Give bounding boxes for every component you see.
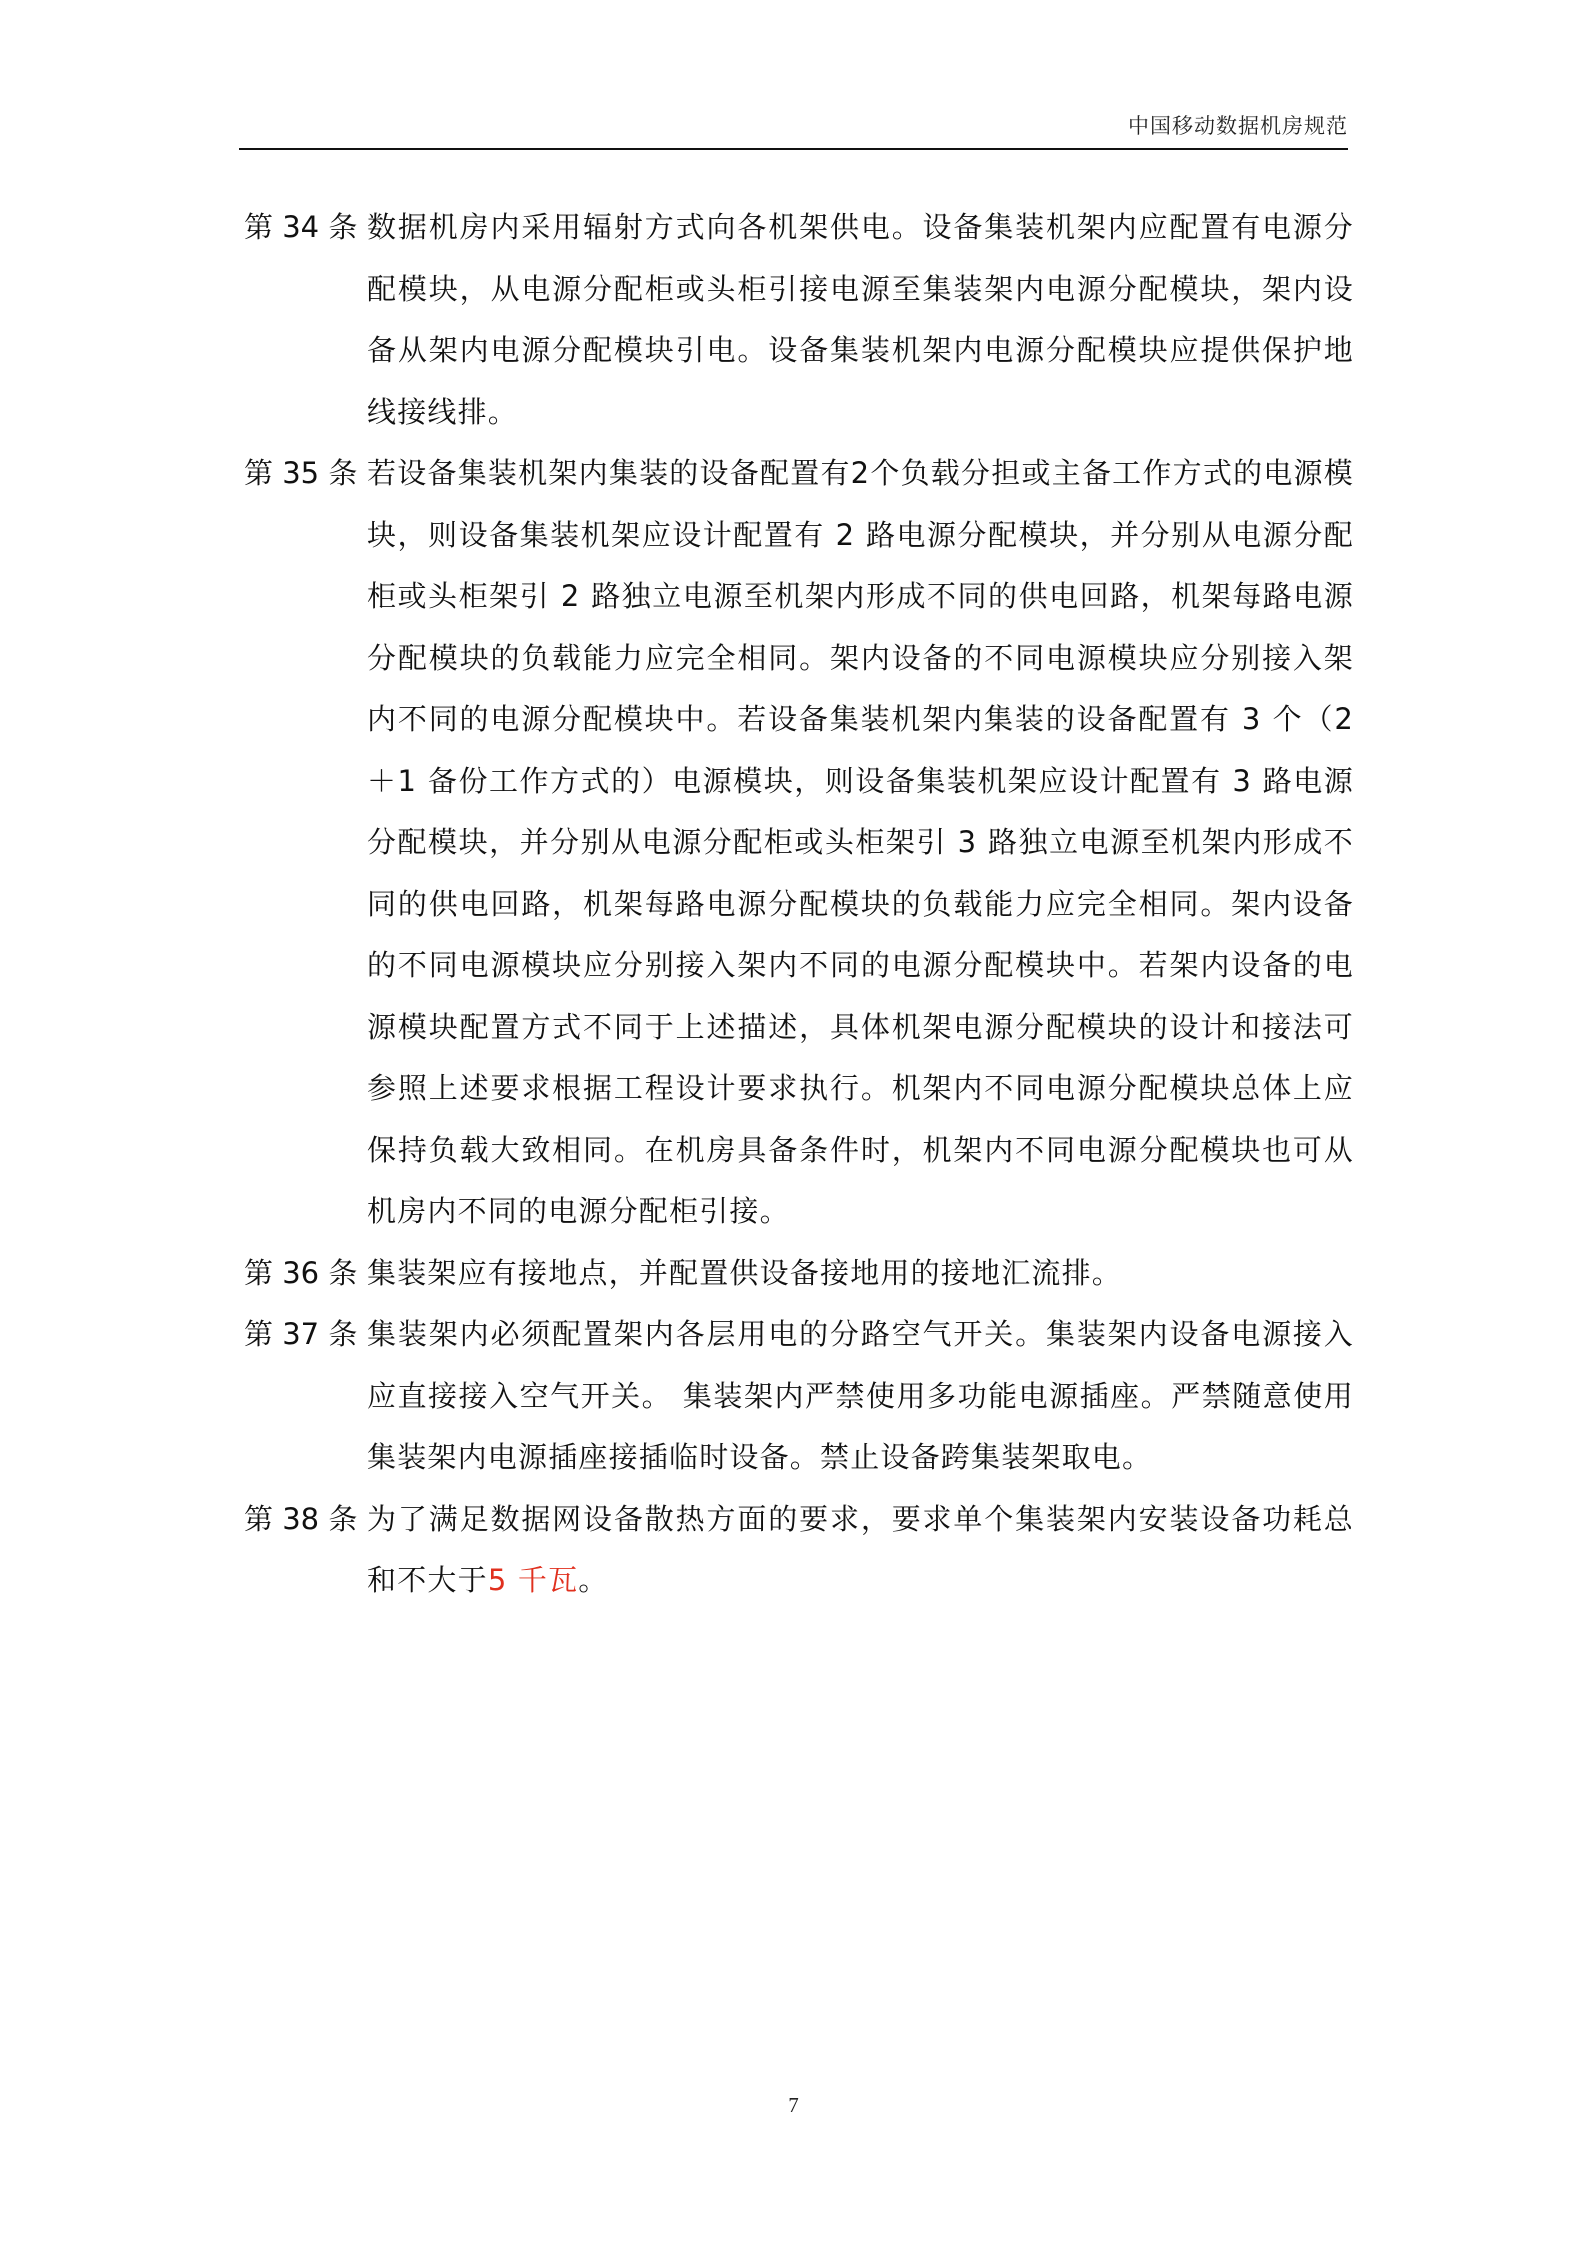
article-text-main: 为了满足数据网设备散热方面的要求，要求单个集装架内安装设备功耗总和不大于 — [367, 1501, 1354, 1597]
article-37 — [244, 1304, 1354, 1489]
article-label: 第 37 条 — [244, 1317, 358, 1351]
article-36 — [244, 1243, 1354, 1305]
article-text: 集装架应有接地点，并配置供设备接地用的接地汇流排。 — [367, 1255, 1123, 1290]
article-label: 第 36 条 — [244, 1255, 358, 1290]
article-label: 第 38 条 — [244, 1501, 358, 1536]
article-34 — [244, 197, 1354, 443]
article-text: 集装架内必须配置架内各层用电的分路空气开关。集装架内设备电源接入应直接接入空气开关。 集装架内严禁使用多功能电源插座。严禁随意使用集装架内电源插座接插临时设备。禁止设备跨集装架取电。 — [367, 1317, 1354, 1474]
article-35 — [244, 443, 1354, 1243]
page-header — [239, 108, 1348, 150]
article-text: 若设备集装机架内集装的设备配置有2个负载分担或主备工作方式的电源模块，则设备集装机架应设计配置有 2 路电源分配模块，并分别从电源分配柜或头柜架引 2 路独立电源至机架内形成不同的供电回路，机架每路电源分配模块的负载能力应完全相同。架内设备的不同电源模块应分别接入架内不同的电源分配模块中。若设备集装机架内集装的设备配置有 3 个（2＋1 备份工作方式的）电源模块，则设备集装机架应设计配置有 3 路电源分配模块，并分别从电源分配柜或头柜架引 3 路独立电源至机架内形成不同的供电回路，机架每路电源分配模块的负载能力应完全相同。架内设备的不同电源模块应分别接入架内不同的电源分配模块中。若架内设备的电源模块配置方式不同于上述描述，具体机架电源分配模块的设计和接法可参照上述要求根据工程设计要求执行。机架内不同电源分配模块总体上应保持负载大致相同。在机房具备条件时，机架内不同电源分配模块也可从机房内不同的电源分配柜引接。 — [367, 456, 1354, 1228]
article-label: 第 34 条 — [244, 210, 358, 244]
article-text — [367, 1489, 1354, 1612]
article-text-suffix: 。 — [578, 1563, 609, 1597]
document-body — [244, 197, 1354, 1612]
article-label: 第 35 条 — [244, 456, 358, 490]
article-38 — [244, 1489, 1354, 1612]
header-title: 中国移动数据机房规范 — [1128, 114, 1348, 138]
power-limit-highlight: 5 千瓦 — [487, 1563, 579, 1597]
page-number: 7 — [788, 2093, 799, 2117]
article-text: 数据机房内采用辐射方式向各机架供电。设备集装机架内应配置有电源分配模块，从电源分配柜或头柜引接电源至集装架内电源分配模块，架内设备从架内电源分配模块引电。设备集装机架内电源分配模块应提供保护地线接线排。 — [367, 210, 1354, 429]
